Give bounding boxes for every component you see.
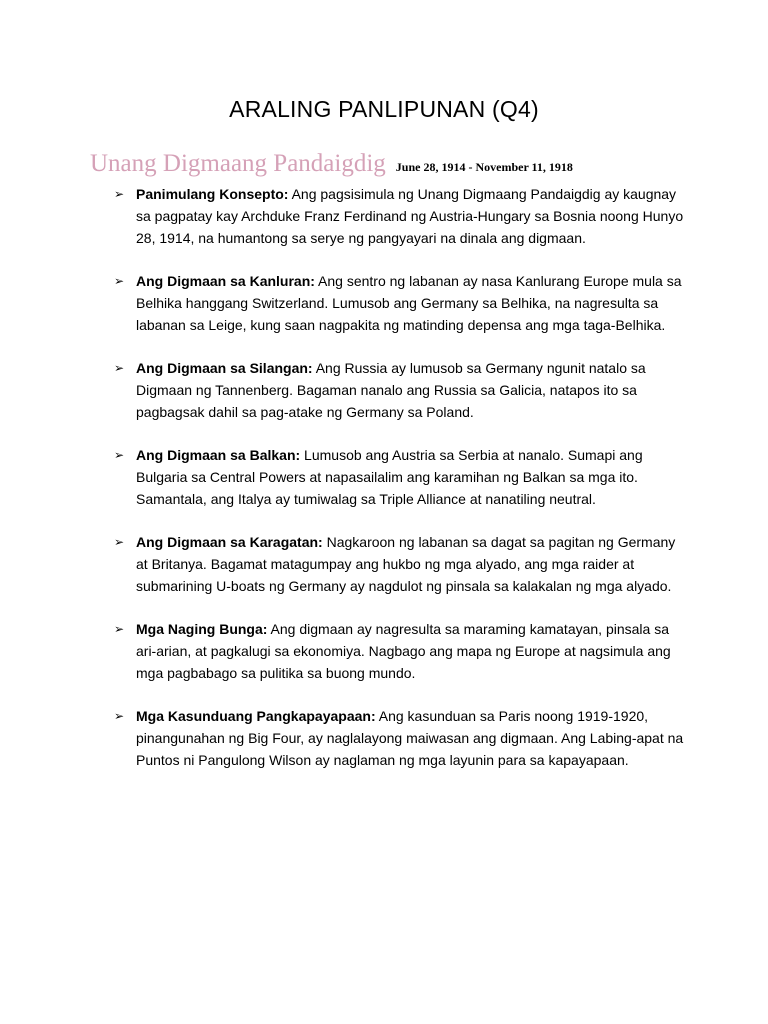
item-label: Panimulang Konsepto:: [136, 186, 289, 202]
list-item: [114, 357, 684, 423]
item-label: Mga Kasunduang Pangkapayapaan:: [136, 708, 376, 724]
section-dates: June 28, 1914 - November 11, 1918: [395, 160, 573, 174]
item-text: Ang Russia ay lumusob sa Germany ngunit natalo sa Digmaan ng Tannenberg. Bagaman nanalo ang Russia sa Galicia, natapos ito sa pagbagsak dahil sa pag-atake ng Germany sa Poland.: [136, 360, 646, 420]
item-label: Ang Digmaan sa Karagatan:: [136, 534, 323, 550]
item-label: Ang Digmaan sa Kanluran:: [136, 273, 315, 289]
item-label: Ang Digmaan sa Silangan:: [136, 360, 313, 376]
arrowhead-bullet-icon: ➢: [114, 535, 125, 549]
item-text: Lumusob ang Austria sa Serbia at nanalo. Sumapi ang Bulgaria sa Central Powers at napasailalim ang karamihan ng Balkan sa mga ito. Samantala, ang Italya ay tumiwalag sa Triple Alliance at nanatiling neutral.: [136, 447, 643, 507]
list-item: [114, 183, 684, 249]
item-text: Nagkaroon ng labanan sa dagat sa pagitan ng Germany at Britanya. Bagamat matagumpay ang hukbo ng mga alyado, ang mga raider at submarining U-boats ng Germany ay nagdulot ng pinsala sa kalakalan ng mga alyado.: [136, 534, 676, 594]
arrowhead-bullet-icon: ➢: [114, 622, 125, 636]
list-item: [114, 531, 684, 597]
arrowhead-bullet-icon: ➢: [114, 187, 125, 201]
bullet-list: [114, 183, 684, 792]
list-item: [114, 270, 684, 336]
item-text: Ang digmaan ay nagresulta sa maraming kamatayan, pinsala sa ari-arian, at pagkalugi sa ekonomiya. Nagbago ang mapa ng Europe at nagsimula ang mga pagbabago sa pulitika sa buong mundo.: [136, 621, 671, 681]
arrowhead-bullet-icon: ➢: [114, 448, 125, 462]
arrowhead-bullet-icon: ➢: [114, 274, 125, 288]
item-text: Ang pagsisimula ng Unang Digmaang Pandaigdig ay kaugnay sa pagpatay kay Archduke Franz Ferdinand ng Austria-Hungary sa Bosnia noong Hunyo 28, 1914, na humantong sa serye ng pangyayari na dinala ang digmaan.: [136, 186, 684, 246]
list-item: [114, 705, 684, 771]
item-text: Ang sentro ng labanan ay nasa Kanlurang Europe mula sa Belhika hanggang Switzerland. Lumusob ang Germany sa Belhika, na nagresulta sa labanan sa Leige, kung saan nagpakita ng matinding depensa ang mga taga-Belhika.: [136, 273, 682, 333]
item-text: Ang kasunduan sa Paris noong 1919-1920, pinangunahan ng Big Four, ay naglalayong maiwasan ang digmaan. Ang Labing-apat na Puntos ni Pangulong Wilson ay naglaman ng mga layunin para sa kapayapaan.: [136, 708, 684, 768]
arrowhead-bullet-icon: ➢: [114, 709, 125, 723]
document-title: ARALING PANLIPUNAN (Q4): [229, 96, 539, 122]
item-label: Ang Digmaan sa Balkan:: [136, 447, 301, 463]
section-heading-row: [90, 148, 573, 183]
item-label: Mga Naging Bunga:: [136, 621, 268, 637]
section-heading: Unang Digmaang Pandaigdig: [90, 150, 386, 177]
list-item: [114, 618, 684, 684]
arrowhead-bullet-icon: ➢: [114, 361, 125, 375]
list-item: [114, 444, 684, 510]
